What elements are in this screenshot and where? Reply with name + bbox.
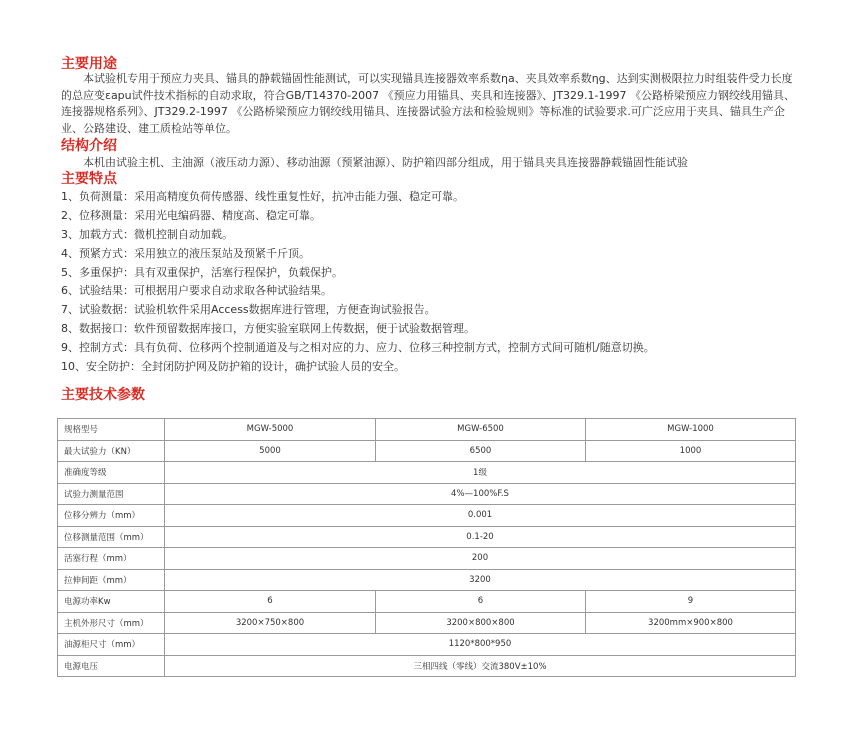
table-row <box>58 569 796 591</box>
cell-value: 6 <box>376 591 586 613</box>
table-row <box>58 483 796 505</box>
table-row <box>58 419 796 441</box>
cell-value: MGW-6500 <box>376 419 586 441</box>
cell-value: MGW-5000 <box>165 419 376 441</box>
row-label: 拉伸间距（mm） <box>58 569 165 591</box>
table-row <box>58 591 796 613</box>
row-label: 位移测量范围（mm） <box>58 526 165 548</box>
cell-value: 0.1-20 <box>165 526 796 548</box>
structure-paragraph: 本机由试验主机、主油源（液压动力源）、移动油源（预紧油源）、防护箱四部分组成，用于锚具夹具连接器静载锚固性能试验 <box>83 156 688 169</box>
row-label: 准确度等级 <box>58 462 165 484</box>
feature-item: 5、多重保护：具有双重保护，活塞行程保护，负载保护。 <box>61 265 343 279</box>
row-label: 电源电压 <box>58 655 165 677</box>
table-row <box>58 612 796 634</box>
cell-value: 6 <box>165 591 376 613</box>
structure-heading: 结构介绍 <box>61 138 117 154</box>
feature-item: 6、试验结果：可根据用户要求自动求取各种试验结果。 <box>61 284 332 298</box>
cell-value: 1000 <box>586 440 796 462</box>
feature-item: 1、负荷测量：采用高精度负荷传感器、线性重复性好，抗冲击能力强、稳定可靠。 <box>61 190 464 203</box>
cell-value: MGW-1000 <box>586 419 796 441</box>
purpose-paragraph: 本试验机专用于预应力夹具、锚具的静载锚固性能测试，可以实现锚具连接器效率系数ηa、夹具效率系数ηg、达到实测极限拉力时组装件受力长度的总应变εapu试件技术指标的自动求取，符合GB/T14370-2007 《预应力用锚具、夹具和连接器》、JT329.1-1997 《公路桥梁预应力钢绞线用锚具、连接器规格系列》、JT329.2-1997 《公路桥梁预应力钢绞线用锚具、连接器试验方法和检验规则》等标准的试验要求.可广泛应用于夹具、锚具生产企业、公路建设、建工质检站等单位。 <box>61 72 795 135</box>
row-label: 规格型号 <box>58 419 165 441</box>
row-label: 电源功率Kw <box>58 591 165 613</box>
cell-value: 4%—100%F.S <box>165 483 796 505</box>
feature-item: 8、数据接口：软件预留数据库接口，方便实验室联网上传数据，便于试验数据管理。 <box>61 322 475 336</box>
table-row <box>58 462 796 484</box>
cell-value: 1级 <box>165 462 796 484</box>
cell-value: 200 <box>165 548 796 570</box>
table-row <box>58 505 796 527</box>
cell-value: 3200×800×800 <box>376 612 586 634</box>
table-row <box>58 526 796 548</box>
cell-value: 3200mm×900×800 <box>586 612 796 634</box>
table-row <box>58 655 796 677</box>
cell-value: 三相四线（零线）交流380V±10% <box>165 655 796 677</box>
cell-value: 6500 <box>376 440 586 462</box>
feature-item: 7、试验数据：试验机软件采用Access数据库进行管理，方便查询试验报告。 <box>61 303 436 317</box>
row-label: 位移分辨力（mm） <box>58 505 165 527</box>
specs-table <box>57 418 796 677</box>
table-row <box>58 634 796 656</box>
row-label: 活塞行程（mm） <box>58 548 165 570</box>
feature-item: 2、位移测量：采用光电编码器、精度高、稳定可靠。 <box>61 208 321 222</box>
feature-item: 4、预紧方式：采用独立的液压泵站及预紧千斤顶。 <box>61 246 310 260</box>
feature-item: 9、控制方式：具有负荷、位移两个控制通道及与之相对应的力、应力、位移三种控制方式，控制方式间可随机/随意切换。 <box>61 341 655 355</box>
row-label: 油源柜尺寸（mm） <box>58 634 165 656</box>
purpose-heading: 主要用途 <box>61 56 117 72</box>
row-label: 最大试验力（KN） <box>58 440 165 462</box>
cell-value: 3200×750×800 <box>165 612 376 634</box>
feature-item: 3、加载方式：微机控制自动加载。 <box>61 227 233 241</box>
cell-value: 9 <box>586 591 796 613</box>
features-heading: 主要特点 <box>61 171 117 187</box>
cell-value: 1120*800*950 <box>165 634 796 656</box>
cell-value: 0.001 <box>165 505 796 527</box>
row-label: 主机外形尺寸（mm） <box>58 612 165 634</box>
feature-item: 10、安全防护：全封闭防护网及防护箱的设计，确护试验人员的安全。 <box>61 360 405 374</box>
specs-heading: 主要技术参数 <box>61 387 145 403</box>
table-row <box>58 548 796 570</box>
cell-value: 5000 <box>165 440 376 462</box>
features-list <box>61 188 655 377</box>
row-label: 试验力测量范围 <box>58 483 165 505</box>
cell-value: 3200 <box>165 569 796 591</box>
table-row <box>58 440 796 462</box>
